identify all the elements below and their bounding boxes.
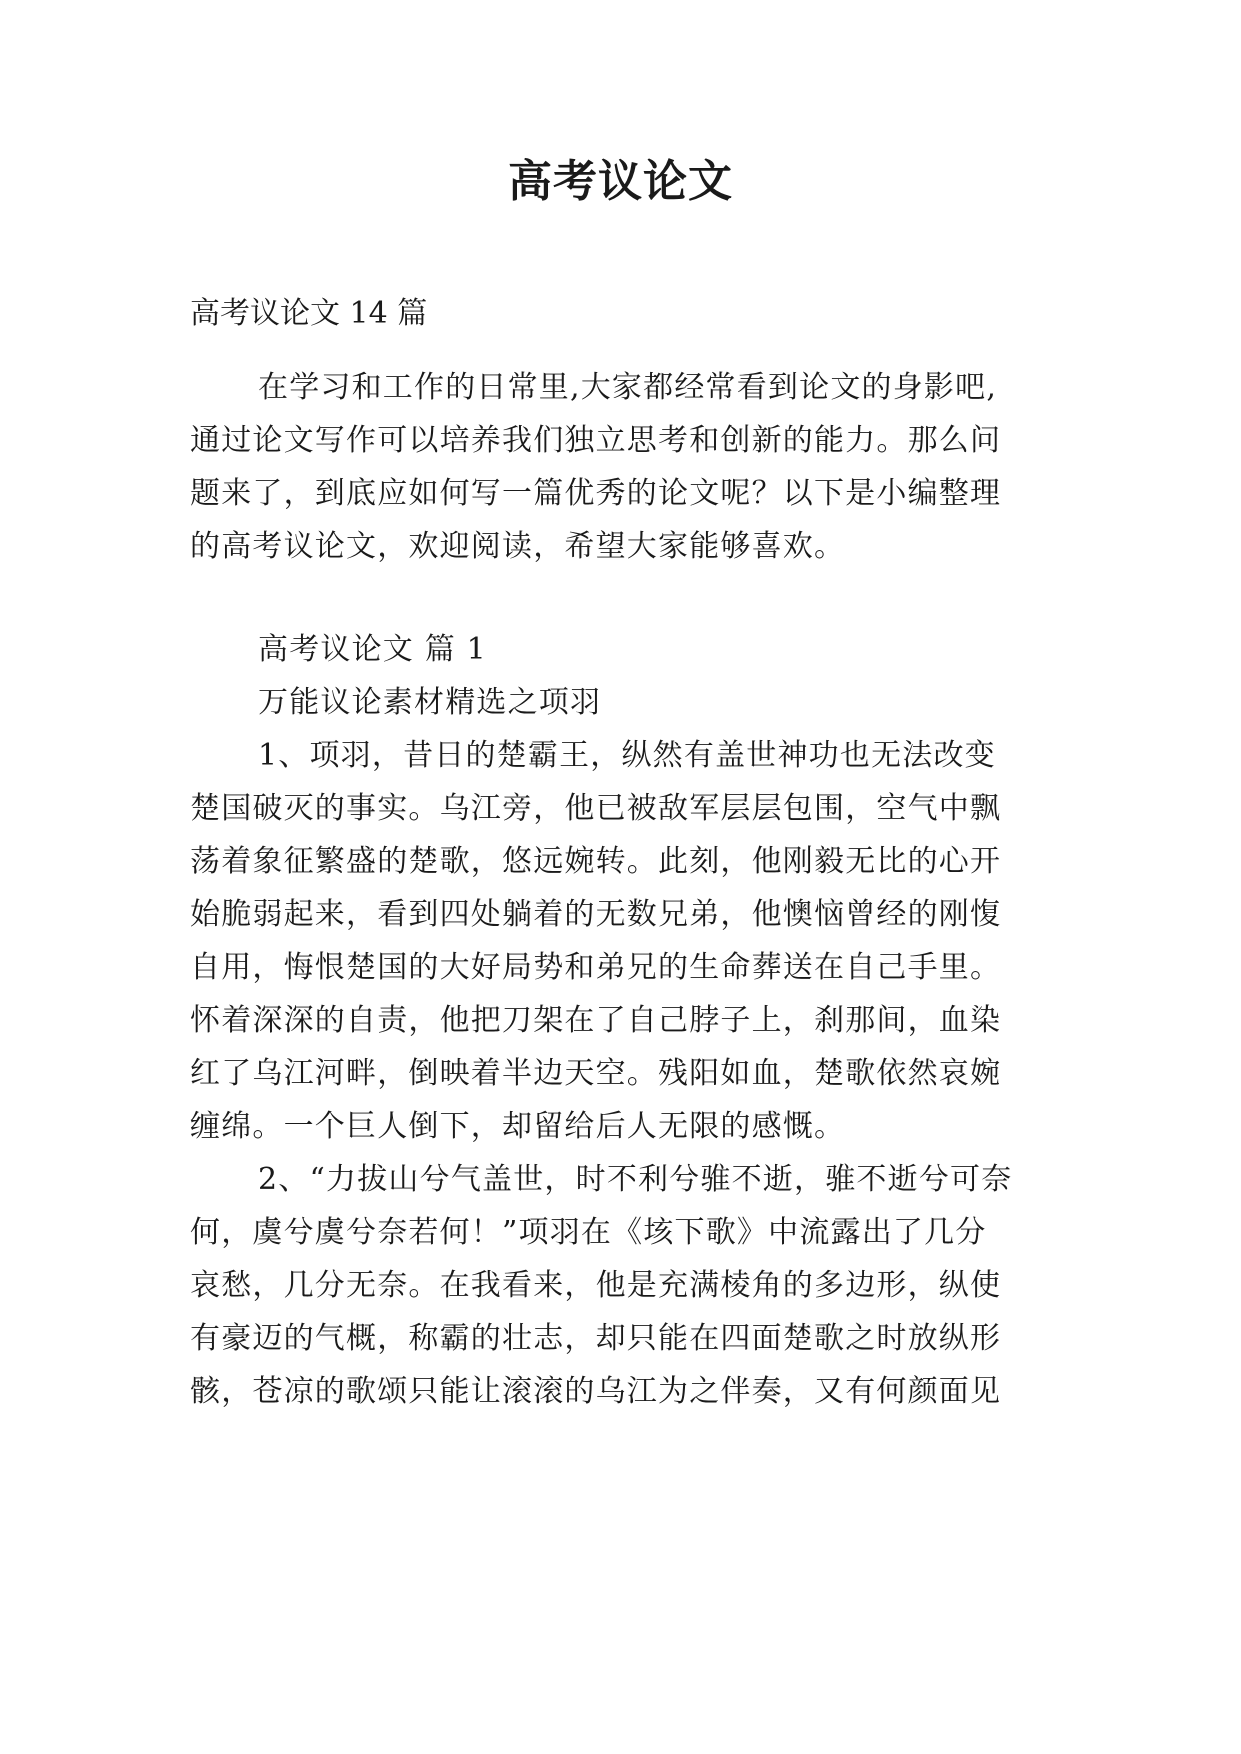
intro-line: 通过论文写作可以培养我们独立思考和创新的能力。那么问 — [190, 423, 1002, 458]
document-subtitle: 高考议论文 14 篇 — [190, 296, 428, 331]
paragraph-line: 缠绵。一个巨人倒下，却留给后人无限的感慨。 — [190, 1109, 846, 1144]
paragraph-line: 始脆弱起来，看到四处躺着的无数兄弟，他懊恼曾经的刚愎 — [190, 897, 1002, 932]
paragraph-line: 楚国破灭的事实。乌江旁，他已被敌军层层包围，空气中飘 — [190, 791, 1002, 826]
paragraph-line: 1、项羽，昔日的楚霸王，纵然有盖世神功也无法改变 — [258, 738, 996, 773]
section-heading: 高考议论文 篇 1 — [258, 632, 487, 667]
intro-line: 的高考议论文，欢迎阅读，希望大家能够喜欢。 — [190, 529, 846, 564]
paragraph-line: 何，虞兮虞兮奈若何！”项羽在《垓下歌》中流露出了几分 — [190, 1215, 987, 1250]
paragraph-line: 荡着象征繁盛的楚歌，悠远婉转。此刻，他刚毅无比的心开 — [190, 844, 1002, 879]
paragraph-line: 哀愁，几分无奈。在我看来，他是充满棱角的多边形，纵使 — [190, 1268, 1002, 1303]
paragraph-line: 红了乌江河畔，倒映着半边天空。残阳如血，楚歌依然哀婉 — [190, 1056, 1002, 1091]
paragraph-line: 骸，苍凉的歌颂只能让滚滚的乌江为之伴奏，又有何颜面见 — [190, 1374, 1002, 1409]
intro-line: 在学习和工作的日常里,大家都经常看到论文的身影吧, — [258, 370, 998, 405]
paragraph-line: 自用，悔恨楚国的大好局势和弟兄的生命葬送在自己手里。 — [190, 950, 1002, 985]
paragraph-line: 2、“力拔山兮气盖世，时不利兮骓不逝，骓不逝兮可奈 — [258, 1162, 1013, 1197]
paragraph-line: 怀着深深的自责，他把刀架在了自己脖子上，刹那间，血染 — [190, 1003, 1002, 1038]
document-title: 高考议论文 — [508, 156, 733, 207]
section-topic: 万能议论素材精选之项羽 — [258, 685, 602, 720]
intro-line: 题来了，到底应如何写一篇优秀的论文呢？以下是小编整理 — [190, 476, 1002, 511]
paragraph-line: 有豪迈的气概，称霸的壮志，却只能在四面楚歌之时放纵形 — [190, 1321, 1002, 1356]
